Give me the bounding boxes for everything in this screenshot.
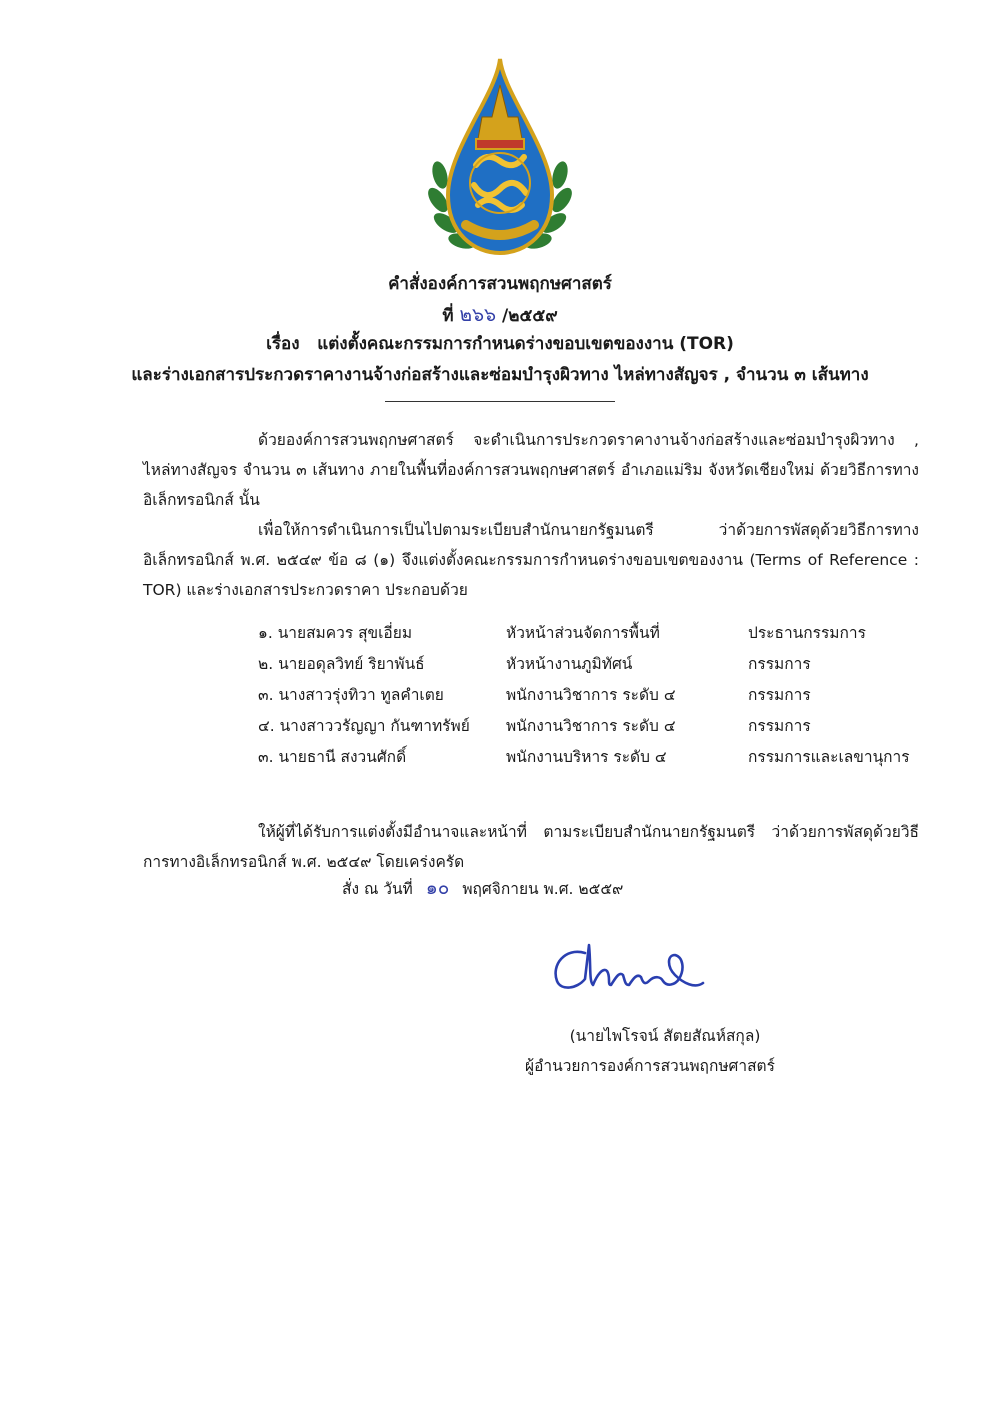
- member-name: ๑. นายสมควร สุขเอี่ยม: [258, 624, 413, 642]
- subject-line-1: [0, 330, 1000, 357]
- member-position: พนักงานบริหาร ระดับ ๔: [506, 748, 667, 766]
- member-position: พนักงานวิชาการ ระดับ ๔: [506, 717, 676, 735]
- subject-line-2: และร่างเอกสารประกวดราคางานจ้างก่อสร้างและซ่อมบำรุงผิวทาง ไหล่ทางสัญจร , จำนวน ๓ เส้นทาง: [131, 365, 869, 385]
- subject-label: เรื่อง: [266, 334, 300, 354]
- member-position: หัวหน้าส่วนจัดการพื้นที่: [506, 624, 660, 642]
- signatory-name: (นายไพโรจน์ สัตยสัณห์สกุล): [569, 1027, 761, 1045]
- order-prefix: ที่: [442, 306, 454, 326]
- handwritten-signature: [545, 935, 725, 1005]
- list-item: [258, 713, 938, 744]
- paragraph-2: เพื่อให้การดำเนินการเป็นไปตามระเบียบสำนักนายกรัฐมนตรี ว่าด้วยการพัสดุด้วยวิธีการทางอิเล็กทรอนิกส์ พ.ศ. ๒๕๔๙ ข้อ ๘ (๑) จึงแต่งตั้งคณะกรรมการกำหนดร่างขอบเขตของงาน (Terms of Reference : TOR) และร่างเอกสารประกวดราคา ประกอบด้วย: [143, 521, 919, 599]
- member-role: กรรมการ: [748, 686, 811, 704]
- date-day: ๑๐: [425, 877, 450, 899]
- member-name: ๔. นางสาววรัญญา กันฑาทรัพย์: [258, 717, 470, 735]
- committee-list: [258, 620, 938, 775]
- list-item: [258, 620, 938, 651]
- order-year: /๒๕๕๙: [502, 306, 558, 326]
- botanic-garden-emblem-icon: [426, 55, 574, 260]
- list-item: [258, 682, 938, 713]
- header-divider: [385, 401, 615, 402]
- member-position: หัวหน้างานภูมิทัศน์: [506, 655, 633, 673]
- order-date: [342, 873, 623, 903]
- order-number-line: [0, 300, 1000, 330]
- order-number: ๒๖๖: [459, 304, 497, 326]
- member-name: ๓. นายธานี สงวนศักดิ์: [258, 748, 407, 766]
- paragraph-1: ด้วยองค์การสวนพฤกษศาสตร์ จะดำเนินการประกวดราคางานจ้างก่อสร้างและซ่อมบำรุงผิวทาง , ไหล่ทางสัญจร จำนวน ๓ เส้นทาง ภายในพื้นที่องค์การสวนพฤกษศาสตร์ อำเภอแม่ริม จังหวัดเชียงใหม่ ด้วยวิธีการทางอิเล็กทรอนิกส์ นั้น: [143, 431, 919, 509]
- member-role: กรรมการ: [748, 655, 811, 673]
- subject-text: แต่งตั้งคณะกรรมการกำหนดร่างขอบเขตของงาน (TOR): [317, 334, 734, 354]
- date-month-year: พฤศจิกายน พ.ศ. ๒๕๕๙: [462, 880, 624, 898]
- list-item: [258, 744, 938, 775]
- member-position: พนักงานวิชาการ ระดับ ๔: [506, 686, 676, 704]
- member-name: ๒. นายอดุลวิทย์ ริยาพันธ์: [258, 655, 425, 673]
- list-item: [258, 651, 938, 682]
- date-prefix: สั่ง ณ วันที่: [342, 880, 413, 898]
- member-name: ๓. นางสาวรุ่งทิวา ทูลคำเตย: [258, 686, 444, 704]
- member-role: กรรมการ: [748, 717, 811, 735]
- signatory-position: ผู้อำนวยการองค์การสวนพฤกษศาสตร์: [525, 1057, 775, 1075]
- document-title: คำสั่งองค์การสวนพฤกษศาสตร์: [388, 274, 612, 294]
- member-role: กรรมการและเลขานุการ: [748, 748, 910, 766]
- member-role: ประธานกรรมการ: [748, 624, 866, 642]
- paragraph-3: ให้ผู้ที่ได้รับการแต่งตั้งมีอำนาจและหน้าที่ ตามระเบียบสำนักนายกรัฐมนตรี ว่าด้วยการพัสดุด้วยวิธีการทางอิเล็กทรอนิกส์ พ.ศ. ๒๕๔๙ โดยเคร่งครัด: [143, 823, 919, 871]
